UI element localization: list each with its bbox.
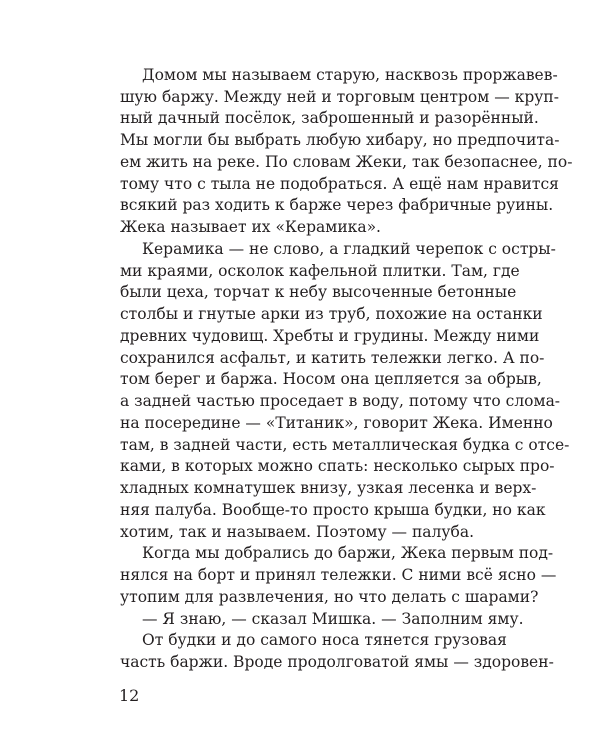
text-line: утопим для развлечения, но что делать с шарами? <box>120 587 539 606</box>
text-line: были цеха, торчат к небу высоченные бетонные <box>120 283 517 302</box>
text-line: Домом мы называем старую, насквозь проржавев- <box>142 66 558 84</box>
text-line: часть баржи. Вроде продолговатой ямы — здоровен- <box>120 653 554 671</box>
page-number: 12 <box>119 686 140 705</box>
text-line: няя палуба. Вообще-то просто крыша будки, но как <box>120 500 546 519</box>
text-line: шую баржу. Между ней и торговым центром — круп- <box>120 87 559 106</box>
text-line: том берег и баржа. Носом она цепляется за обрыв, <box>120 370 542 389</box>
text-line: нялся на борт и принял тележки. С ними всё ясно — <box>120 566 557 585</box>
text-line: сохранился асфальт, и катить тележки легко. А по- <box>120 348 545 367</box>
text-line: тому что с тыла не подобраться. А ещё нам нравится <box>120 174 559 193</box>
text-line: на посередине — «Титаник», говорит Жека. Именно <box>120 413 553 432</box>
text-line: ками, в которых можно спать: несколько сырых про- <box>120 457 555 476</box>
text-line: Когда мы добрались до баржи, Жека первым под- <box>142 544 554 563</box>
text-line: там, в задней части, есть металлическая будка с отсе- <box>120 435 570 454</box>
text-line: От будки и до самого носа тянется грузовая <box>142 631 507 650</box>
text-line: Жека называет их «Керамика». <box>120 218 381 237</box>
text-line: хотим, так и называем. Поэтому — палуба. <box>120 522 474 541</box>
text-line: ем жить на реке. По словам Жеки, так безопаснее, по- <box>120 152 573 171</box>
text-line: Мы могли бы выбрать любую хибару, но предпочита- <box>120 131 560 150</box>
text-line: ми краями, осколок кафельной плитки. Там, где <box>120 261 520 280</box>
text-line: хладных комнатушек внизу, узкая лесенка и верх- <box>120 479 537 498</box>
text-line: древних чудовищ. Хребты и грудины. Между ними <box>120 326 540 345</box>
text-line: ный дачный посёлок, заброшенный и разорённый. <box>120 109 539 128</box>
text-line: столбы и гнутые арки из труб, похожие на останки <box>120 305 543 324</box>
text-line: — Я знаю, — сказал Мишка. — Заполним яму. <box>142 609 524 628</box>
text-line: Керамика — не слово, а гладкий черепок с остры- <box>142 239 556 258</box>
text-line: всякий раз ходить к барже через фабричные руины. <box>120 196 554 215</box>
text-line: а задней частью проседает в воду, потому что слома- <box>120 392 561 411</box>
